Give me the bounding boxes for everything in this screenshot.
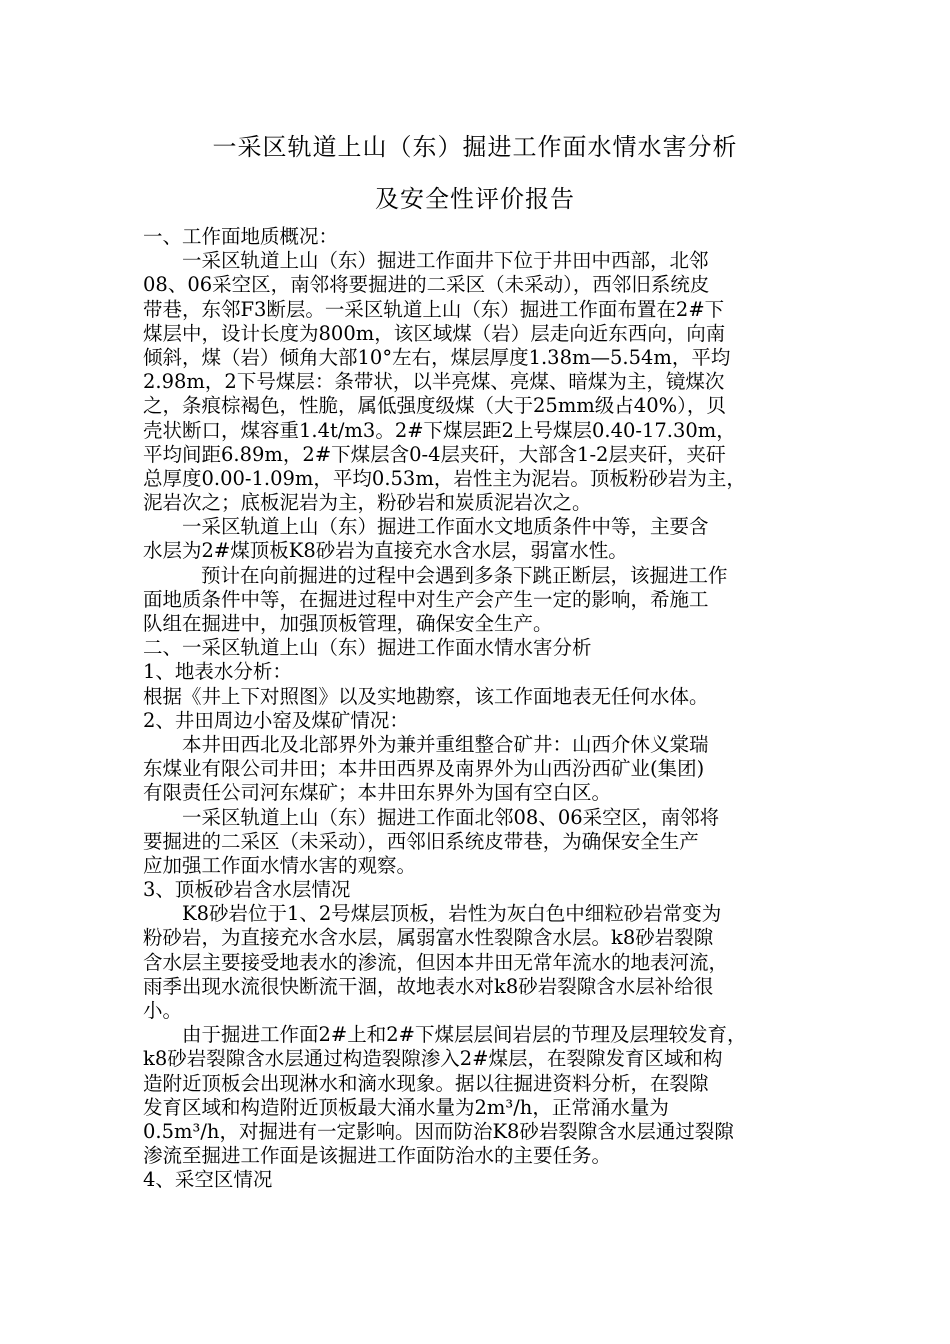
section-heading: 一、工作面地质概况： — [143, 225, 339, 248]
document-title-line-1: 一采区轨道上山（东）掘进工作面水情水害分析 — [212, 133, 738, 161]
paragraph-line: 倾斜，煤（岩）倾角大部10°左右，煤层厚度1.38m—5.54m，平均 — [143, 345, 731, 369]
section-heading: 二、一采区轨道上山（东）掘进工作面水情水害分析 — [143, 636, 592, 660]
document-title-line-2: 及安全性评价报告 — [375, 185, 575, 213]
paragraph-line: 队组在掘进中，加强顶板管理，确保安全生产。 — [143, 612, 553, 635]
paragraph-line: K8砂岩位于1、2号煤层顶板，岩性为灰白色中细粒砂岩常变为 — [182, 902, 722, 926]
paragraph-line: k8砂岩裂隙含水层通过构造裂隙渗入2#煤层，在裂隙发育区域和构 — [143, 1047, 723, 1071]
paragraph-line: 带巷，东邻F3断层。一采区轨道上山（东）掘进工作面布置在2#下 — [143, 297, 725, 321]
paragraph-line: 小。 — [143, 999, 183, 1022]
paragraph-line: 雨季出现水流很快断流干涸，故地表水对k8砂岩裂隙含水层补给很 — [143, 974, 714, 998]
paragraph-line: 0.5m³/h，对掘进有一定影响。因而防治K8砂岩裂隙含水层通过裂隙 — [143, 1119, 734, 1143]
subsection-heading: 1、地表水分析： — [143, 660, 292, 684]
paragraph-line: 之，条痕棕褐色，性脆，属低强度级煤（大于25mm级占40%），贝 — [143, 394, 726, 418]
paragraph-line: 一采区轨道上山（东）掘进工作面水文地质条件中等，主要含 — [182, 515, 709, 539]
paragraph-line: 造附近顶板会出现淋水和滴水现象。据以往掘进资料分析，在裂隙 — [143, 1071, 709, 1095]
paragraph-line: 一采区轨道上山（东）掘进工作面井下位于井田中西部，北邻 — [182, 249, 709, 273]
paragraph-line: 由于掘进工作面2#上和2#下煤层层间岩层的节理及层理较发育， — [182, 1023, 747, 1047]
paragraph-line: 应加强工作面水情水害的观察。 — [143, 853, 417, 877]
paragraph-line: 水层为2#煤顶板K8砂岩为直接充水含水层，弱富水性。 — [143, 539, 628, 563]
paragraph-line: 有限责任公司河东煤矿；本井田东界外为国有空白区。 — [143, 781, 612, 805]
paragraph-line: 含水层主要接受地表水的渗流，但因本井田无常年流水的地表河流， — [143, 950, 729, 974]
paragraph-line: 一采区轨道上山（东）掘进工作面北邻08、06采空区，南邻将 — [182, 805, 720, 829]
subsection-heading: 2、井田周边小窑及煤矿情况： — [143, 708, 409, 732]
subsection-heading: 3、顶板砂岩含水层情况 — [143, 878, 351, 902]
paragraph-line: 壳状断口，煤容重1.4t/m3。2#下煤层距2上号煤层0.40-17.30m， — [143, 418, 736, 442]
paragraph-line: 煤层中，设计长度为800m，该区域煤（岩）层走向近东西向，向南 — [143, 321, 726, 345]
document-body — [143, 225, 823, 1193]
paragraph-line: 要掘进的二采区（未采动），西邻旧系统皮带巷，为确保安全生产 — [143, 829, 699, 853]
paragraph-line: 渗流至掘进工作面是该掘进工作面防治水的主要任务。 — [143, 1144, 612, 1168]
paragraph-line: 平均间距6.89m，2#下煤层含0-4层夹矸，大部含1-2层夹矸，夹矸 — [143, 442, 726, 466]
paragraph-line: 本井田西北及北部界外为兼并重组整合矿井：山西介休义棠瑞 — [182, 732, 709, 756]
paragraph-line: 面地质条件中等，在掘进过程中对生产会产生一定的影响，希施工 — [143, 587, 709, 611]
paragraph-line: 根据《井上下对照图》以及实地勘察，该工作面地表无任何水体。 — [143, 684, 709, 708]
paragraph-line: 08、06采空区，南邻将要掘进的二采区（未采动），西邻旧系统皮 — [143, 273, 710, 297]
paragraph-line: 泥岩次之；底板泥岩为主，粉砂岩和炭质泥岩次之。 — [143, 491, 592, 515]
subsection-heading: 4、采空区情况 — [143, 1168, 273, 1192]
paragraph-line: 粉砂岩，为直接充水含水层，属弱富水性裂隙含水层。k8砂岩裂隙 — [143, 926, 714, 950]
paragraph-line: 发育区域和构造附近顶板最大涌水量为2m³/h，正常涌水量为 — [143, 1095, 669, 1119]
paragraph-line: 东煤业有限公司井田；本井田西界及南界外为山西汾西矿业(集团) — [143, 757, 705, 781]
paragraph-line: 总厚度0.00-1.09m，平均0.53m，岩性主为泥岩。顶板粉砂岩为主， — [143, 466, 746, 490]
paragraph-line: 2.98m，2下号煤层：条带状，以半亮煤、亮煤、暗煤为主，镜煤次 — [143, 370, 725, 394]
paragraph-line: 预计在向前掘进的过程中会遇到多条下跳正断层，该掘进工作 — [201, 563, 728, 587]
